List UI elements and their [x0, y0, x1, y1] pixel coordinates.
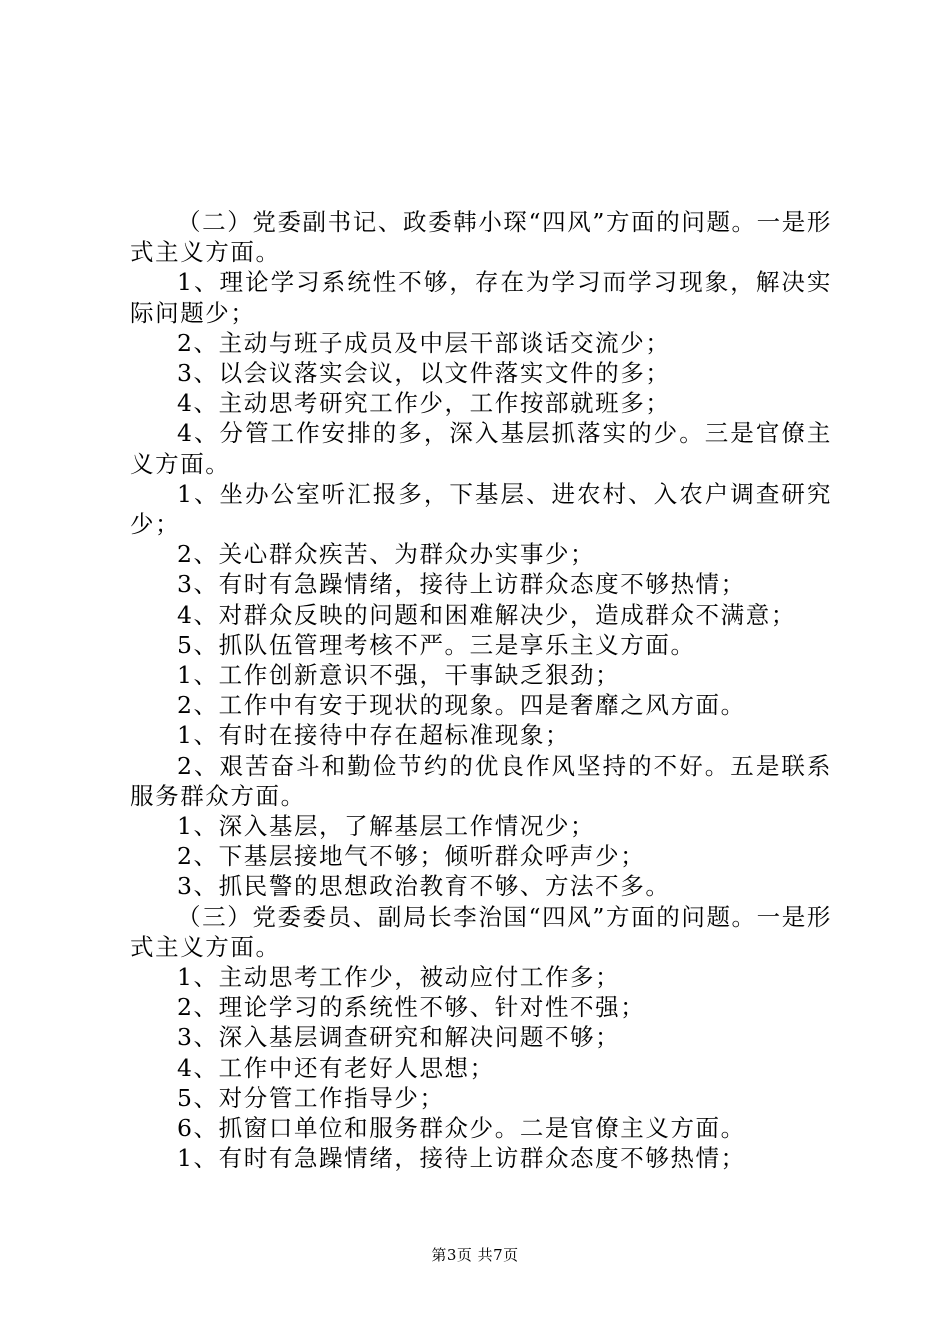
section-heading: （三）党委委员、副局长李治国“四风”方面的问题。一是形式主义方面。: [130, 902, 832, 961]
list-item: 3、抓民警的思想政治教育不够、方法不多。: [177, 872, 671, 901]
document-body: [130, 207, 832, 1174]
list-item: 4、主动思考研究工作少，工作按部就班多；: [177, 389, 671, 418]
list-item: 4、工作中还有老好人思想；: [177, 1053, 495, 1082]
list-item: 2、艰苦奋斗和勤俭节约的优良作风坚持的不好。五是联系服务群众方面。: [130, 751, 832, 810]
list-item: 6、抓窗口单位和服务群众少。二是官僚主义方面。: [177, 1114, 746, 1143]
list-item: 4、对群众反映的问题和困难解决少，造成群众不满意；: [177, 600, 796, 629]
list-item: 5、对分管工作指导少；: [177, 1083, 445, 1112]
list-item: 5、抓队伍管理考核不严。三是享乐主义方面。: [177, 630, 696, 659]
list-item: 3、有时有急躁情绪，接待上访群众态度不够热情；: [177, 570, 746, 599]
list-item: 2、关心群众疾苦、为群众办实事少；: [177, 540, 596, 569]
list-item: 4、分管工作安排的多，深入基层抓落实的少。三是官僚主义方面。: [130, 419, 832, 478]
list-item: 1、有时在接待中存在超标准现象；: [177, 721, 571, 750]
list-item: 1、工作创新意识不强，干事缺乏狠劲；: [177, 661, 621, 690]
section-heading: （二）党委副书记、政委韩小琛“四风”方面的问题。一是形式主义方面。: [130, 208, 832, 267]
list-item: 2、工作中有安于现状的现象。四是奢靡之风方面。: [177, 691, 746, 720]
list-item: 3、深入基层调查研究和解决问题不够；: [177, 1023, 621, 1052]
list-item: 2、理论学习的系统性不够、针对性不强；: [177, 993, 646, 1022]
list-item: 1、有时有急躁情绪，接待上访群众态度不够热情；: [177, 1144, 746, 1173]
list-item: 2、主动与班子成员及中层干部谈话交流少；: [177, 328, 671, 357]
list-item: 1、深入基层，了解基层工作情况少；: [177, 812, 596, 841]
list-item: 1、主动思考工作少，被动应付工作多；: [177, 963, 621, 992]
list-item: 1、坐办公室听汇报多，下基层、进农村、入农户调查研究少；: [130, 479, 832, 539]
page-number-footer: 第3页 共7页: [431, 1246, 519, 1264]
list-item: 1、理论学习系统性不够，存在为学习而学习现象，解决实际问题少；: [130, 268, 832, 327]
list-item: 3、以会议落实会议，以文件落实文件的多；: [177, 359, 671, 388]
list-item: 2、下基层接地气不够；倾听群众呼声少；: [177, 842, 646, 871]
